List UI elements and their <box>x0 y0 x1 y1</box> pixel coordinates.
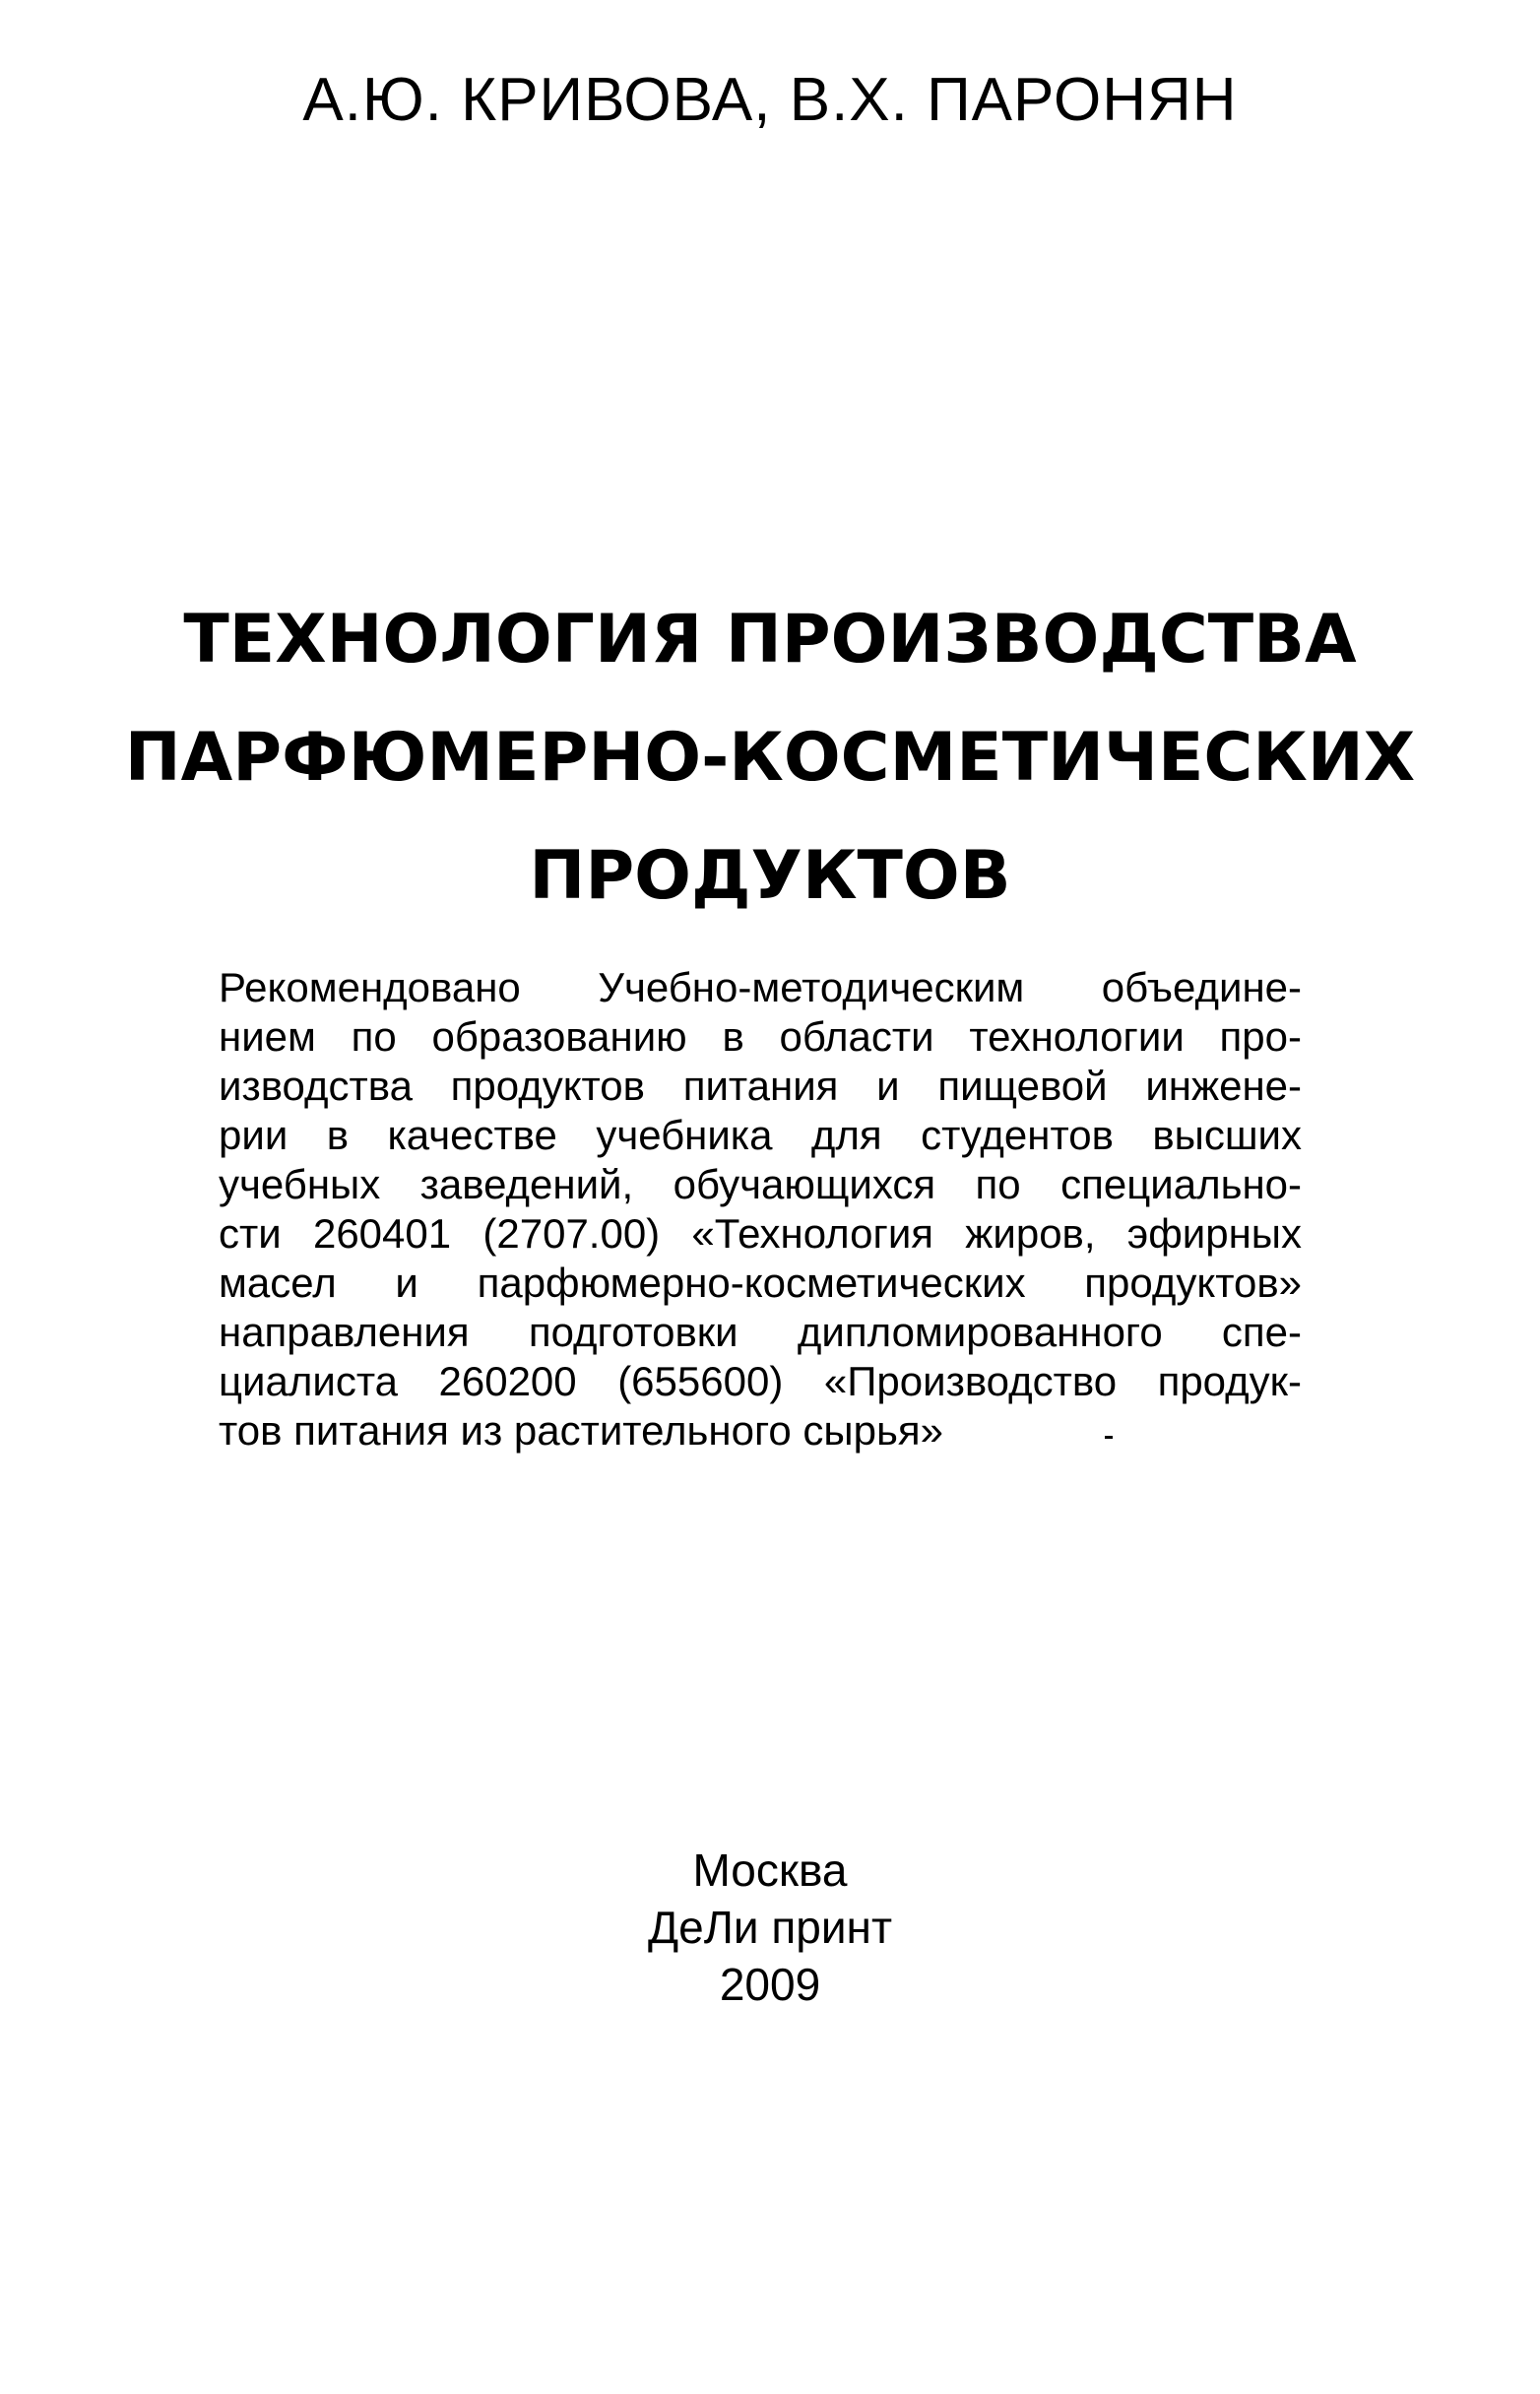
stray-print-mark <box>1105 1436 1113 1439</box>
book-title-line-3: ПРОДУКТОВ <box>529 837 1011 915</box>
recommendation-line: нием по образованию в области технологии про- <box>219 1013 1302 1060</box>
recommendation-text <box>219 963 1302 1456</box>
recommendation-line: рии в качестве учебника для студентов высших <box>219 1112 1302 1158</box>
recommendation-line: учебных заведений, обучающихся по специально- <box>219 1161 1302 1207</box>
imprint-publisher: ДеЛи принт <box>647 1902 893 1953</box>
recommendation-line: Рекомендовано Учебно-методическим объедине- <box>219 964 1302 1010</box>
book-title-line-1: ТЕХНОЛОГИЯ ПРОИЗВОДСТВА <box>183 601 1357 679</box>
recommendation-line: тов питания из растительного сырья» <box>219 1407 943 1454</box>
imprint <box>0 1842 1540 2013</box>
recommendation-line: сти 260401 (2707.00) «Технология жиров, эфирных <box>219 1210 1302 1257</box>
book-title-line-2: ПАРФЮМЕРНО-КОСМЕТИЧЕСКИХ <box>124 719 1416 797</box>
imprint-city: Москва <box>692 1844 848 1896</box>
recommendation-line: направления подготовки дипломированного спе- <box>219 1309 1302 1355</box>
book-title <box>0 581 1540 936</box>
imprint-year: 2009 <box>719 1959 821 2010</box>
authors: А.Ю. КРИВОВА, В.Х. ПАРОНЯН <box>302 66 1238 134</box>
recommendation-line: циалиста 260200 (655600) «Производство продук- <box>219 1358 1302 1404</box>
recommendation-line: изводства продуктов питания и пищевой инжене- <box>219 1063 1302 1109</box>
recommendation-line: масел и парфюмерно-косметических продуктов» <box>219 1260 1302 1306</box>
